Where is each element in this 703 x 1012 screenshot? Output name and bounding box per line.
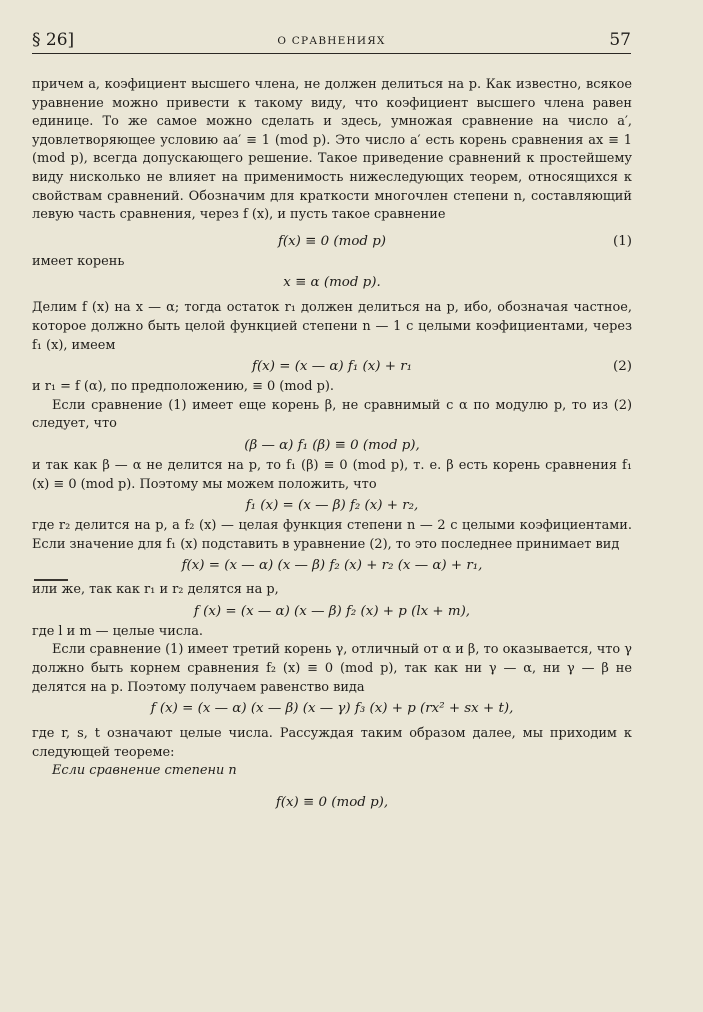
formula-root: x ≡ α (mod p). (283, 275, 381, 291)
section-label: § 26] (32, 30, 75, 50)
formula-2-expr: f(x) = (x — α) f₁ (x) + r₁ (252, 359, 412, 375)
paragraph-11: где r, s, t означают целые числа. Рассуждая таким образом далее, мы приходим к следующей теореме: (32, 726, 632, 760)
paragraph-4: и r₁ = f (α), по предположению, ≡ 0 (mod p). (32, 379, 335, 395)
formula-2 (32, 355, 632, 378)
paragraph-5: Если сравнение (1) имеет еще корень β, не сравнимый с α по модулю p, то из (2) следует, что (32, 397, 632, 432)
formula-1 (32, 230, 632, 253)
chapter-title: О СРАВНЕНИЯХ (277, 35, 386, 47)
formula-5: f(x) = (x — α) (x — β) f₂ (x) + r₂ (x — α) + r₁, (181, 558, 483, 574)
paragraph-6: и так как β — α не делится на p, то f₁ (β) ≡ 0 (mod p), т. е. β есть корень сравнения f₁ (x) ≡ 0 (mod p). Поэтому мы можем положить, что (32, 457, 632, 492)
formula-2-number: (2) (613, 359, 632, 375)
paragraph-10: Если сравнение (1) имеет третий корень γ, отличный от α и β, то оказывается, что γ должно быть корнем сравнения f₂ (x) ≡ 0 (mod p), так как ни γ — α, ни γ — β не делятся на p. Поэтому получаем равенство вида (32, 642, 632, 695)
page-body (32, 76, 632, 814)
paragraph-7: где r₂ делится на p, а f₂ (x) — целая функция степени n — 2 с целыми коэфициентами. Если значение для f₁ (x) подставить в уравнение (2), то это последнее принимает вид (32, 518, 632, 552)
paragraph-1: причем a, коэфициент высшего члена, не должен делиться на p. Как известно, всякое уравнение можно привести к такому виду, что коэфициент высшего члена равен единице. То же самое можно сделать и здесь, умножая сравнение на число a′, удовлетворяющее условию aa′ ≡ 1 (mod p). Это число a′ есть корень сравнения ax ≡ 1 (mod p), всегда допускающего решение. Такое приведение сравнений к простейшему виду нисколько не влияет на применимость нижеследующих теорем, относящихся к свойствам сравнений. Обозначим для краткости многочлен степени n, составляющий левую часть сравнения, через f (x), и пусть такое сравнение (32, 77, 632, 223)
paragraph-8: или же, так как r₁ и r₂ делятся на p, (32, 582, 279, 598)
formula-6: f (x) = (x — α) (x — β) f₂ (x) + p (lx + m), (193, 603, 471, 619)
theorem-statement: Если сравнение степени n (52, 763, 237, 779)
formula-3: (β — α) f₁ (β) ≡ 0 (mod p), (244, 437, 420, 453)
formula-1-number: (1) (613, 233, 632, 249)
formula-4: f₁ (x) = (x — β) f₂ (x) + r₂, (245, 498, 419, 514)
formula-8: f(x) ≡ 0 (mod p), (275, 795, 389, 811)
paragraph-2: имеет корень (32, 253, 125, 269)
running-header (32, 30, 631, 52)
formula-1-expr: f(x) ≡ 0 (mod p) (277, 233, 387, 249)
paragraph-3: Делим f (x) на x — α; тогда остаток r₁ должен делиться на p, ибо, обозначая частное, которое должно быть целой функцией степени n — 1 с целыми коэфициентами, через f₁ (x), имеем (32, 300, 632, 353)
paragraph-9: где l и m — целые числа. (32, 623, 204, 639)
page-number: 57 (609, 30, 631, 50)
header-rule (32, 53, 631, 54)
formula-7: f (x) = (x — α) (x — β) (x — γ) f₃ (x) + p (rx² + sx + t), (150, 701, 514, 717)
